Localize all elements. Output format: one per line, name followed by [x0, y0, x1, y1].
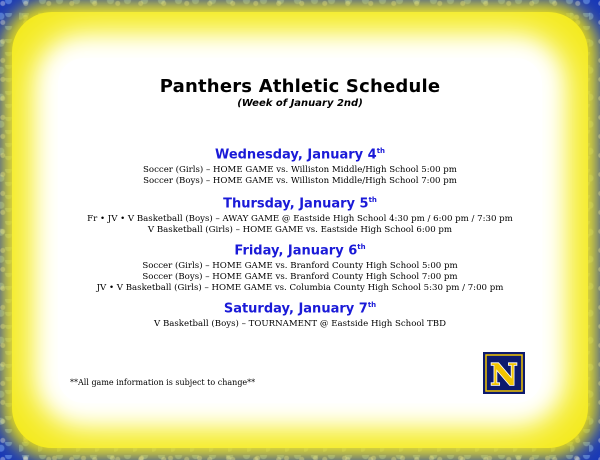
day-heading — [0, 240, 600, 258]
day-heading-label: Thursday, January 5 — [223, 196, 369, 212]
event-line: Fr • JV • V Basketball (Boys) – AWAY GAME @ Eastside High School 4:30 pm / 6:00 pm / 7:30 pm — [87, 214, 513, 225]
day-heading-suffix: th — [376, 147, 386, 155]
event-line: V Basketball (Girls) – HOME GAME vs. Eastside High School 6:00 pm — [147, 225, 453, 236]
day-heading-suffix: th — [367, 301, 377, 309]
day-saturday — [0, 298, 600, 330]
day-heading-label: Saturday, January 7 — [223, 301, 368, 317]
day-heading-suffix: th — [368, 196, 377, 204]
event-line: Soccer (Girls) – HOME GAME vs. Branford County High School 5:00 pm — [142, 261, 458, 272]
day-friday — [0, 240, 600, 294]
page-title: Panthers Athletic Schedule — [159, 76, 441, 97]
event-line: V Basketball (Boys) – TOURNAMENT @ Eastside High School TBD — [154, 319, 446, 330]
event-line: JV • V Basketball (Girls) – HOME GAME vs. Columbia County High School 5:30 pm / 7:00 pm — [96, 283, 504, 294]
day-heading — [0, 193, 600, 211]
day-heading — [0, 144, 600, 162]
day-heading-label: Friday, January 6 — [234, 243, 358, 259]
disclaimer-footnote: **All game information is subject to change** — [70, 378, 256, 387]
day-wednesday — [0, 144, 600, 187]
logo-letter: N — [490, 358, 518, 393]
event-line: Soccer (Boys) – HOME GAME vs. Williston Middle/High School 7:00 pm — [143, 176, 457, 187]
event-line: Soccer (Girls) – HOME GAME vs. Williston Middle/High School 5:00 pm — [143, 165, 457, 176]
day-heading-label: Wednesday, January 4 — [214, 147, 377, 163]
panthers-n-logo — [483, 352, 525, 394]
day-heading-suffix: th — [357, 243, 366, 251]
day-heading — [0, 298, 600, 316]
day-thursday — [0, 193, 600, 236]
page-subtitle: (Week of January 2nd) — [237, 98, 363, 109]
event-line: Soccer (Boys) – HOME GAME vs. Branford County High School 7:00 pm — [142, 272, 458, 283]
